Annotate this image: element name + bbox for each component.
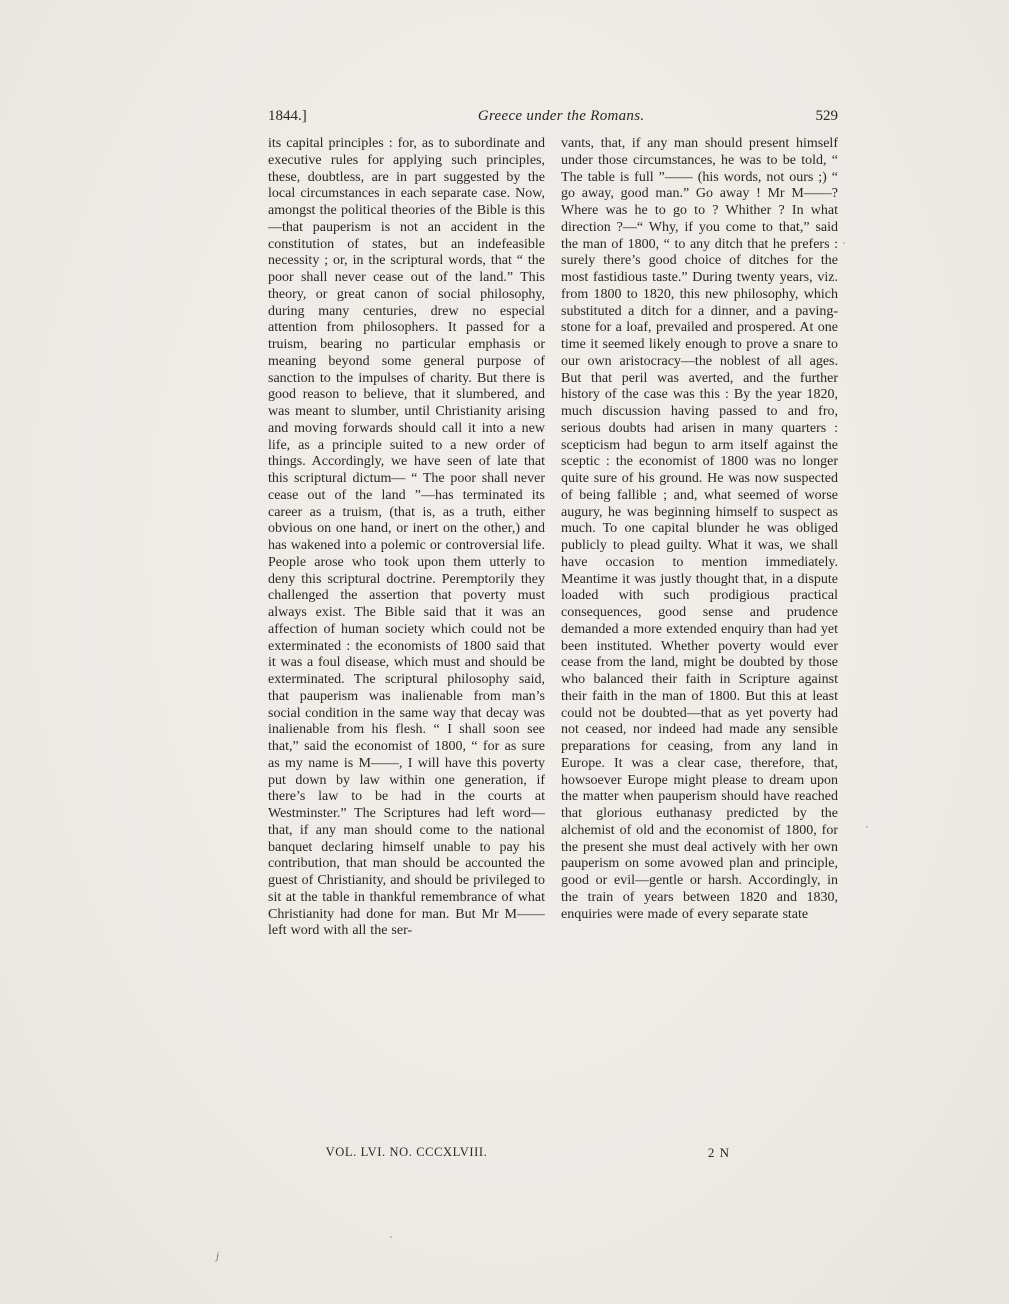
scan-speck [390,1236,392,1238]
margin-scan-artifact: j [216,1250,220,1262]
header-date: 1844.] [268,108,307,124]
running-title: Greece under the Romans. [477,108,645,124]
footer-volume-line: VOL. LVI. NO. CCCXLVIII. [325,1145,488,1159]
text-columns [268,136,838,1142]
page-number: 529 [815,108,838,124]
scan-speck [843,242,845,244]
text-column-left: its capital principles : for, as to subordinate and executive rules for applying such principles, these, doubtless, are in part suggested by the local circumstances in each separate case. Now, amongst the political theories of the Bible is this—that pauperism is not an accident in the constitution of states, but an indefeasible necessity ; or, in the scriptural words, that “ the poor shall never cease out of the land.” This theory, or great canon of social philosophy, during many centuries, drew no especial attention from philosophers. It passed for a truism, bearing no particular emphasis or meaning beyond some general purpose of sanction to the impulses of charity. But there is good reason to believe, that it slumbered, and was meant to slumber, until Christianity arising and moving forwards should call it into a new life, as a principle suited to a new order of things. Accordingly, we have seen of late that this scriptural dictum— “ The poor shall never cease out of the land ”—has terminated its career as a truism, (that is, as a truth, either obvious on one hand, or inert on the other,) and has wakened into a polemic or controversial life. People arose who took upon them utterly to deny this scriptural doctrine. Peremptorily they challenged the assertion that poverty must always exist. The Bible said that it was an affection of human society which could not be exterminated : the economists of 1800 said that it was a foul disease, which must and should be exterminated. The scriptural philosophy said, that pauperism was inalienable from man’s social condition in the same way that decay was inalienable from his flesh. “ I shall soon see that,” said the economist of 1800, “ for as sure as my name is M——, I will have this poverty put down by law within one generation, if there’s law to be had in the courts at Westminster.” The Scriptures had left word—that, if any man should come to the national banquet declaring himself unable to pay his contribution, that man should be accounted the guest of Christianity, and should be privileged to sit at the table in thankful remembrance of what Christianity had done for man. But Mr M—— left word with all the ser- [268,136,545,939]
page-header [268,108,838,130]
scan-speck [866,826,868,828]
page-content [268,108,838,1161]
text-column-right: vants, that, if any man should present himself under those circumstances, he was to be told, “ The table is full ”—— (his words, not ours ;) “ go away, good man.” Go away ! Mr M——? Where was he to go to ? Whither ? In what direction ?—“ Why, if you come to that,” said the man of 1800, “ to any ditch that he prefers : surely there’s good choice of ditches for the most fastidious taste.” During twenty years, viz. from 1800 to 1820, this new philosophy, which substituted a ditch for a dinner, and a paving-stone for a loaf, prevailed and prospered. At one time it seemed likely enough to prove a snare to our own aristocracy—the noblest of all ages. But that peril was averted, and the further history of the case was this : By the year 1820, much discussion having passed to and fro, serious doubts had arisen in many quarters : scepticism had begun to arm itself against the sceptic : the economist of 1800 was no longer quite sure of his ground. He was now suspected of being fallible ; and, what seemed of worse augury, he was beginning himself to suspect as much. To one capital blunder he was obliged publicly to plead guilty. What it was, we shall have occasion to mention immediately. Meantime it was justly thought that, in a dispute loaded with such prodigious practical consequences, good sense and prudence demanded a more extended enquiry than had yet been instituted. Whether poverty would ever cease from the land, might be doubted by those who balanced their faith in Scripture against their faith in the man of 1800. But this at least could not be doubted—that as yet poverty had not ceased, nor indeed had made any sensible preparations for ceasing, from any land in Europe. It was a clear case, therefore, that, howsoever Europe might please to dream upon the matter when pauperism should have reached that glorious euthanasy predicted by the alchemist of old and the economist of 1800, for the present she must deal actively with her own pauperism on some avowed plan and principle, good or evil—gentle or harsh. Accordingly, in the train of years between 1820 and 1830, enquiries were made of every separate state [561,136,838,922]
footer-signature-mark: 2 N [707,1145,731,1160]
page-footer [268,1145,838,1161]
